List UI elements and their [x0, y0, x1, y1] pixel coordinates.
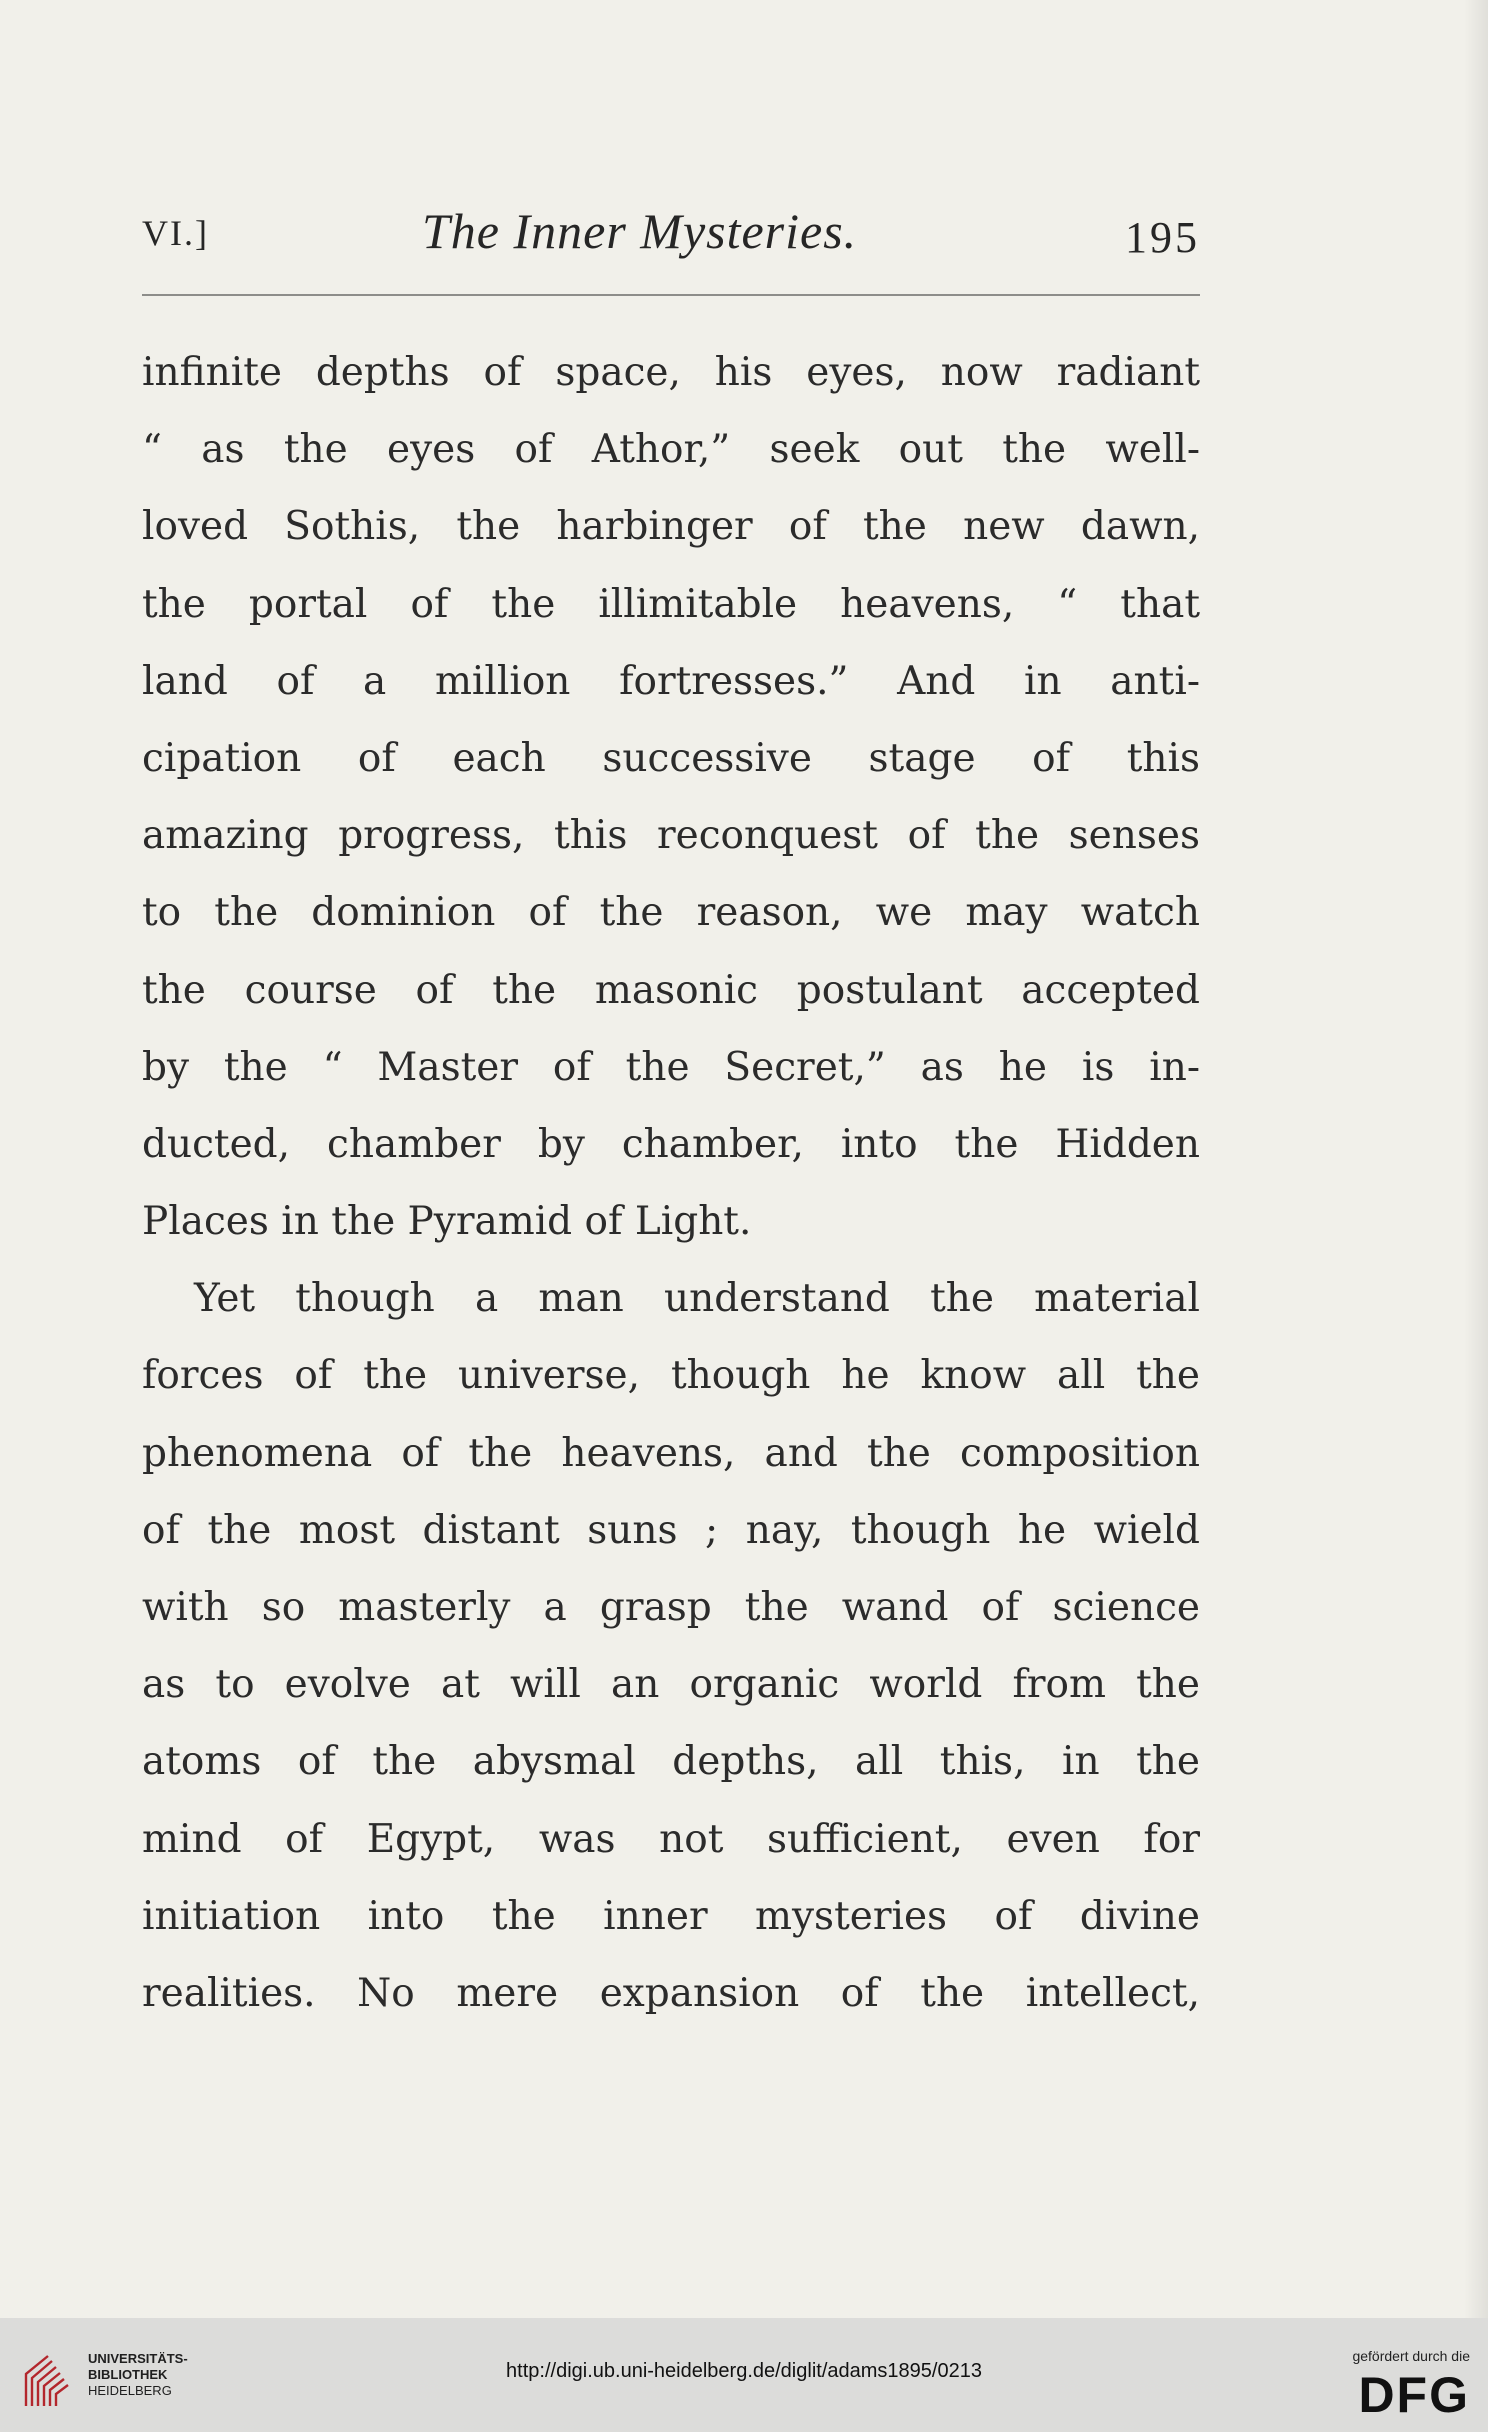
text-line: realities. No mere expansion of the intellect, [142, 1970, 1200, 2016]
text-line: “ as the eyes of Athor,” seek out the well- [142, 427, 1200, 473]
running-title: The Inner Mysteries. [422, 203, 858, 259]
library-name-line: BIBLIOTHEK [88, 2367, 168, 2382]
text-line: infinite depths of space, his eyes, now radiant [142, 350, 1200, 395]
page-number: 195 [1125, 213, 1200, 262]
running-header [142, 200, 1200, 290]
chapter-number: VI.] [142, 213, 209, 253]
text-line: as to evolve at will an organic world from the [142, 1662, 1200, 1708]
dfg-logo: DFG [1358, 2367, 1470, 2423]
text-line: the course of the masonic postulant accepted [142, 967, 1200, 1013]
text-line: with so masterly a grasp the wand of science [142, 1585, 1200, 1630]
text-line: cipation of each successive stage of this [142, 735, 1200, 781]
text-line: by the “ Master of the Secret,” as he is in- [142, 1044, 1200, 1090]
text-line: forces of the universe, though he know all the [142, 1353, 1200, 1399]
text-line: the portal of the illimitable heavens, “ that [142, 581, 1200, 627]
text-line: of the most distant suns ; nay, though he wield [142, 1507, 1200, 1553]
page-edge-shadow [1464, 0, 1488, 2318]
text-line: phenomena of the heavens, and the composition [142, 1430, 1200, 1476]
text-line: loved Sothis, the harbinger of the new dawn, [142, 504, 1200, 550]
funded-by-label: gefördert durch die [1352, 2348, 1470, 2364]
library-name-line: HEIDELBERG [88, 2383, 172, 2398]
text-line: atoms of the abysmal depths, all this, in the [142, 1739, 1200, 1785]
text-line: initiation into the inner mysteries of divine [142, 1893, 1200, 1939]
text-line: Yet though a man understand the material [194, 1276, 1200, 1322]
text-line: ducted, chamber by chamber, into the Hidden [142, 1121, 1200, 1167]
library-name-line: UNIVERSITÄTS- [88, 2351, 188, 2366]
permalink-url[interactable]: http://digi.ub.uni-heidelberg.de/diglit/adams1895/0213 [506, 2360, 982, 2382]
text-line: Places in the Pyramid of Light. [142, 1199, 752, 1245]
text-line: to the dominion of the reason, we may watch [142, 890, 1200, 936]
header-rule [142, 294, 1200, 296]
text-line: mind of Egypt, was not sufficient, even for [142, 1816, 1200, 1862]
footer-bar [0, 2318, 1488, 2432]
body-text [142, 334, 1200, 2032]
text-line: amazing progress, this reconquest of the senses [142, 813, 1200, 859]
text-line: land of a million fortresses.” And in anti- [142, 658, 1200, 704]
